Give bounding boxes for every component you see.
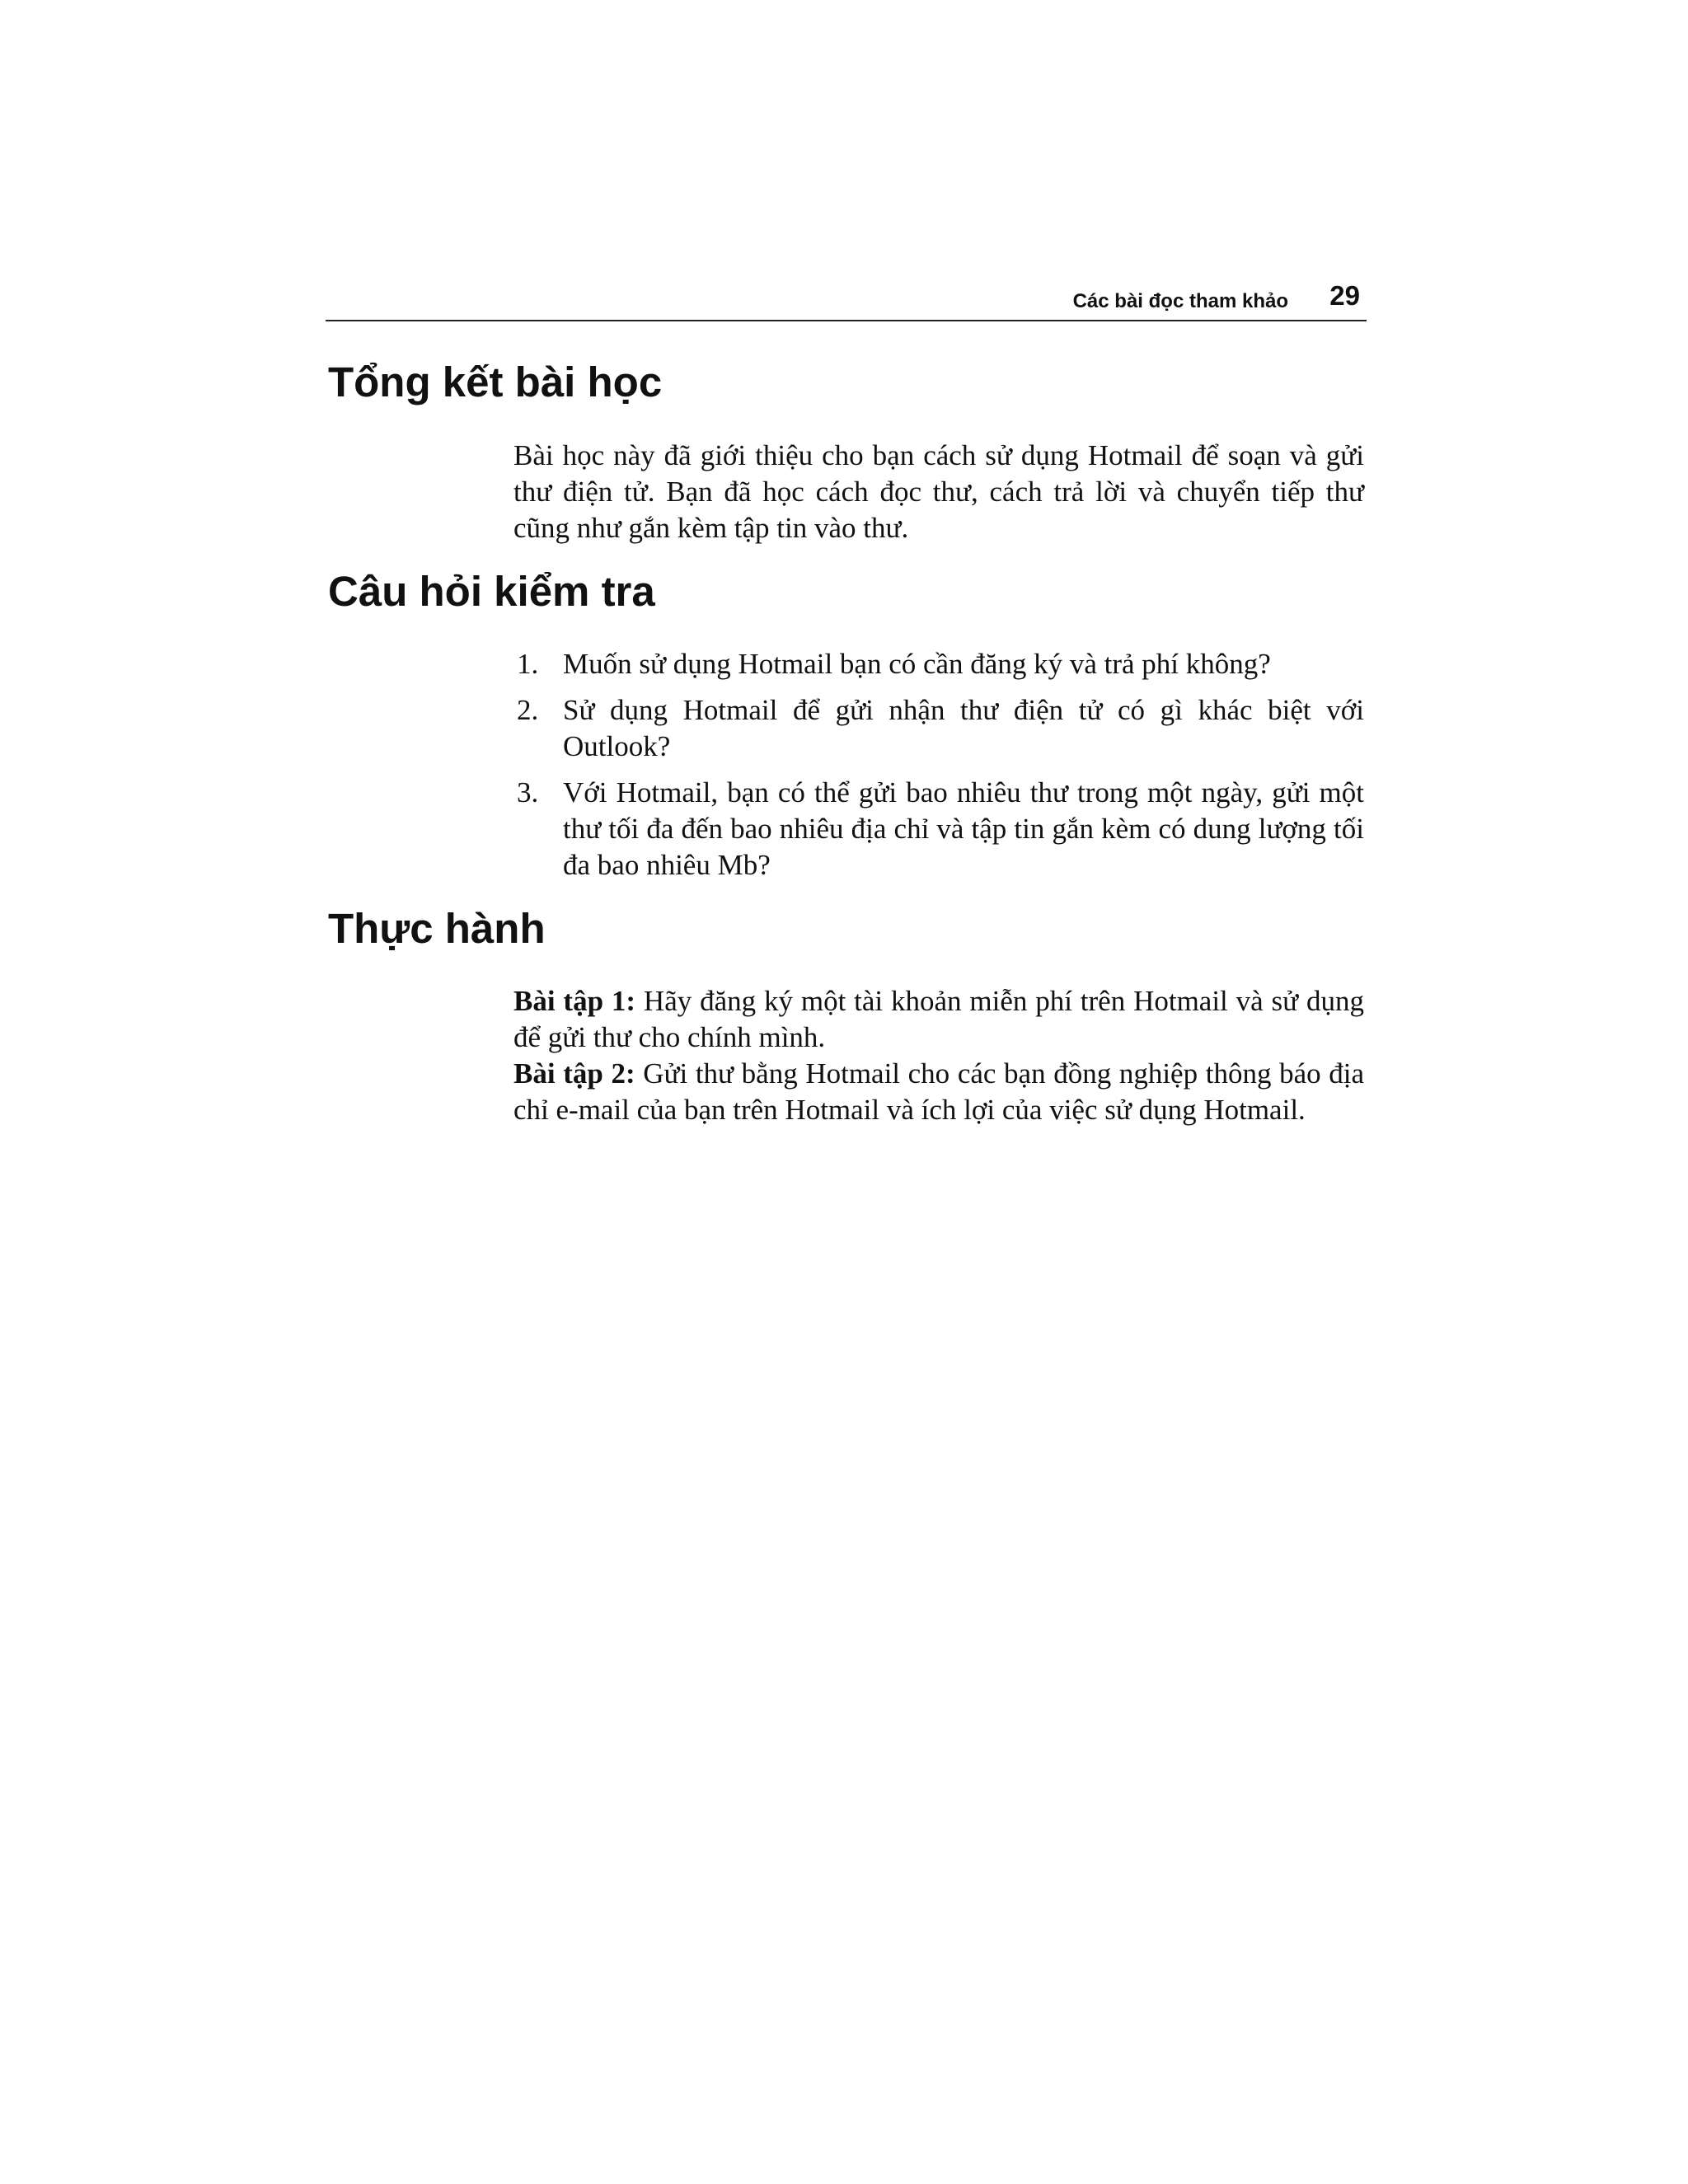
question-item — [513, 646, 1364, 682]
question-number: 3. — [517, 776, 539, 808]
exercise-2 — [513, 1056, 1364, 1128]
question-text: Với Hotmail, bạn có thể gửi bao nhiêu thư trong một ngày, gửi một thư tối đa đến bao nhiêu địa chỉ và tập tin gắn kèm có dung lượng tối đa bao nhiêu Mb? — [563, 776, 1364, 881]
exercise-text: Gửi thư bằng Hotmail cho các bạn đồng nghiệp thông báo địa chỉ e-mail của bạn trên Hotmail và ích lợi của việc sử dụng Hotmail. — [513, 1057, 1364, 1126]
exercise-label: Bài tập 1: — [513, 985, 636, 1017]
exercise-text: Hãy đăng ký một tài khoản miễn phí trên Hotmail và sử dụng để gửi thư cho chính mình. — [513, 985, 1364, 1053]
summary-paragraph: Bài học này đã giới thiệu cho bạn cách sử dụng Hotmail để soạn và gửi thư điện tử. Bạn đã học cách đọc thư, cách trả lời và chuyển tiếp thư cũng như gắn kèm tập tin vào thư. — [513, 439, 1364, 544]
questions-heading: Câu hỏi kiểm tra — [328, 568, 655, 615]
running-title: Các bài đọc tham khảo — [1072, 290, 1288, 312]
question-number: 2. — [517, 694, 539, 726]
question-item — [513, 775, 1364, 883]
question-text: Sử dụng Hotmail để gửi nhận thư điện tử có gì khác biệt với Outlook? — [563, 694, 1364, 762]
question-list — [513, 646, 1364, 883]
practice-heading: Thực hành — [328, 905, 546, 952]
running-header — [326, 280, 1367, 321]
question-number: 1. — [517, 648, 539, 680]
questions-body — [513, 646, 1364, 893]
practice-body — [513, 983, 1364, 1128]
exercise-label: Bài tập 2: — [513, 1057, 635, 1090]
summary-heading: Tổng kết bài học — [328, 359, 663, 405]
page-number: 29 — [1329, 280, 1360, 311]
question-text: Muốn sử dụng Hotmail bạn có cần đăng ký và trả phí không? — [563, 648, 1271, 680]
exercise-1 — [513, 983, 1364, 1056]
question-item — [513, 692, 1364, 765]
summary-body — [513, 438, 1364, 546]
